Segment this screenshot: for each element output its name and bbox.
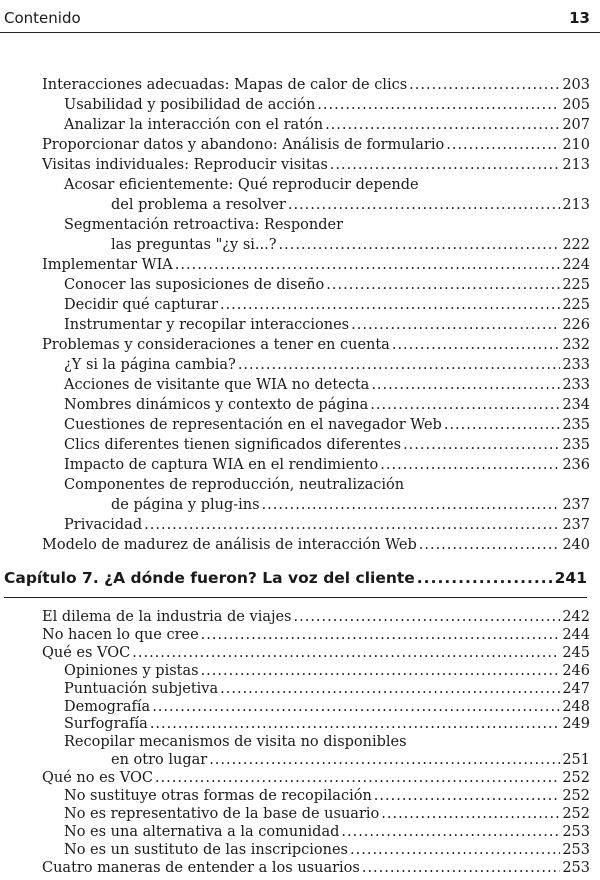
toc-entry-title: de página y plug-ins — [111, 497, 260, 513]
leader-dots — [419, 536, 561, 554]
toc-entry — [111, 751, 590, 769]
leader-dots — [279, 236, 561, 254]
toc-entry-title: Qué es VOC — [42, 644, 131, 661]
toc-entry-page: 234 — [562, 397, 590, 413]
toc-entry-title: Decidir qué capturar — [64, 297, 218, 313]
toc-entry-title: Modelo de madurez de análisis de interacción Web — [42, 537, 417, 553]
chapter-heading — [4, 569, 587, 587]
toc-entry-title: Conocer las suposiciones de diseño — [64, 277, 325, 293]
leader-dots — [444, 416, 560, 434]
toc-entry — [42, 626, 590, 644]
toc-entry — [42, 536, 590, 554]
leader-dots — [155, 769, 560, 787]
toc-entry-page: 249 — [562, 716, 590, 733]
leader-dots — [326, 276, 560, 294]
toc-entry-title: Implementar WIA — [42, 257, 173, 273]
toc-entry — [64, 316, 590, 334]
toc-entry-title: Surfografía — [64, 716, 148, 733]
toc-entry — [42, 136, 590, 154]
leader-dots — [201, 626, 561, 644]
toc-entry-page: 235 — [562, 437, 590, 453]
toc-entry-title: El dilema de la industria de viajes — [42, 609, 292, 625]
toc-entry-page: 245 — [562, 644, 590, 661]
chapter-page: 241 — [554, 569, 587, 587]
toc-entry — [64, 805, 590, 823]
toc-entry — [42, 769, 590, 787]
toc-entry-title: ¿Y si la página cambia? — [64, 357, 236, 373]
chapter-title: Capítulo 7. ¿A dónde fueron? La voz del cliente — [4, 569, 415, 587]
toc-entry-page: 224 — [562, 257, 590, 273]
toc-entry-page: 247 — [562, 680, 590, 697]
toc-entry — [42, 156, 590, 174]
toc-entry-title: Impacto de captura WIA en el rendimiento — [64, 457, 379, 473]
toc-entry-page: 213 — [562, 157, 590, 173]
toc-entry — [42, 644, 590, 662]
toc-entry-title: Analizar la interacción con el ratón — [64, 117, 324, 133]
toc-entry-title: Opiniones y pistas — [64, 662, 199, 679]
toc-entry-title: Acciones de visitante que WIA no detecta — [64, 377, 370, 393]
toc-entry — [64, 356, 590, 374]
toc-entry — [42, 256, 590, 274]
toc-entry-page: 203 — [562, 77, 590, 93]
toc-entry-page: 205 — [562, 97, 590, 113]
toc-entry-title: Interacciones adecuadas: Mapas de calor de clics — [42, 77, 408, 93]
leader-dots — [351, 316, 560, 334]
toc-entry-title: No sustituye otras formas de recopilación — [64, 788, 372, 804]
leader-dots — [330, 156, 561, 174]
toc-entry-page: 253 — [562, 859, 590, 876]
page-number: 13 — [569, 9, 590, 27]
toc-entry-page: 252 — [562, 788, 590, 804]
toc-entry — [64, 376, 590, 394]
toc-entry — [64, 116, 590, 134]
toc-entry-title: Nombres dinámicos y contexto de página — [64, 397, 369, 413]
toc-entry — [42, 336, 590, 354]
leader-dots — [220, 680, 560, 698]
toc-entry — [64, 516, 590, 534]
toc-entry — [64, 698, 590, 716]
leader-dots — [325, 116, 560, 134]
leader-dots — [341, 823, 560, 841]
running-header-title: Contenido — [4, 9, 81, 27]
toc-entry — [64, 787, 590, 805]
leader-dots — [288, 196, 560, 214]
toc-entry-page: 237 — [562, 497, 590, 513]
toc-entry-title: Instrumentar y recopilar interacciones — [64, 317, 350, 333]
toc-entry-page: 207 — [562, 117, 590, 133]
toc-entry-title: Usabilidad y posibilidad de acción — [64, 97, 316, 113]
toc-entry — [42, 608, 590, 626]
toc-entry-page: 252 — [562, 805, 590, 822]
leader-dots — [417, 569, 553, 587]
toc-entry-title: del problema a resolver — [111, 197, 286, 213]
leader-dots — [132, 644, 560, 662]
leader-dots — [381, 805, 560, 823]
toc-entry — [64, 276, 590, 294]
leader-dots — [262, 496, 561, 514]
toc-entry-page: 236 — [562, 457, 590, 473]
toc-entry-title: Visitas individuales: Reproducir visitas — [42, 157, 328, 173]
toc-entry-title: Demografía — [64, 698, 151, 715]
leader-dots — [175, 256, 561, 274]
toc-entry — [111, 196, 590, 214]
toc-entry-title-line: Recopilar mecanismos de visita no disponibles — [64, 734, 407, 751]
leader-dots — [370, 396, 560, 414]
leader-dots — [317, 96, 560, 114]
toc-entry-page: 253 — [562, 841, 590, 858]
leader-dots — [371, 376, 560, 394]
leader-dots — [350, 841, 560, 859]
toc-entry-title: No es una alternativa a la comunidad — [64, 823, 340, 840]
leader-dots — [409, 76, 560, 94]
toc-entry-title: las preguntas "¿y si...? — [111, 237, 277, 253]
toc-entry — [64, 416, 590, 434]
leader-dots — [392, 336, 560, 354]
toc-entry-page: 232 — [562, 337, 590, 353]
toc-entry-title-line: Componentes de reproducción, neutralización — [64, 477, 405, 493]
leader-dots — [150, 715, 561, 733]
leader-dots — [380, 456, 560, 474]
toc-entry-page: 213 — [562, 197, 590, 213]
toc-entry-page: 246 — [562, 662, 590, 679]
leader-dots — [201, 662, 561, 680]
toc-entry — [42, 859, 590, 877]
toc-entry-title-line: Segmentación retroactiva: Responder — [64, 217, 344, 233]
toc-entry-title: Puntuación subjetiva — [64, 680, 219, 697]
toc-entry-page: 244 — [562, 626, 590, 643]
toc-entry-title: Privacidad — [64, 517, 143, 533]
toc-entry — [42, 76, 590, 94]
toc-entry-title: No es un sustituto de las inscripciones — [64, 841, 349, 858]
leader-dots — [209, 751, 560, 769]
toc-entry-page: 226 — [562, 317, 590, 333]
toc-entry-page: 248 — [562, 698, 590, 715]
toc-entry-page: 251 — [562, 752, 590, 769]
leader-dots — [403, 436, 560, 454]
toc-entry — [64, 296, 590, 314]
chapter-divider — [4, 597, 587, 598]
toc-entry-title-line: Acosar eficientemente: Qué reproducir depende — [64, 177, 419, 193]
toc-entry-page: 242 — [562, 609, 590, 625]
toc-entry-page: 222 — [562, 237, 590, 253]
toc-entry-title: Proporcionar datos y abandono: Análisis de formulario — [42, 137, 445, 153]
toc-entry — [64, 823, 590, 841]
toc-entry-page: 253 — [562, 823, 590, 840]
toc-entry — [64, 456, 590, 474]
toc-entry — [64, 680, 590, 698]
toc-entry — [64, 662, 590, 680]
toc-entry-page: 237 — [562, 517, 590, 533]
toc-entry-title: Cuatro maneras de entender a los usuarios — [42, 859, 360, 876]
leader-dots — [220, 296, 560, 314]
toc-entry-page: 252 — [562, 770, 590, 787]
toc-entry-title: Cuestiones de representación en el navegador Web — [64, 417, 442, 433]
toc-entry-page: 235 — [562, 417, 590, 433]
leader-dots — [374, 787, 561, 805]
toc-entry-page: 233 — [562, 377, 590, 393]
leader-dots — [152, 698, 560, 716]
toc-entry-title: Problemas y consideraciones a tener en cuenta — [42, 337, 390, 353]
toc-entry — [64, 436, 590, 454]
toc-entry-title: Qué no es VOC — [42, 770, 153, 787]
toc-entry-title: Clics diferentes tienen significados diferentes — [64, 437, 402, 453]
toc-entry-title: No es representativo de la base de usuario — [64, 805, 380, 822]
toc-entry — [64, 396, 590, 414]
toc-entry — [64, 715, 590, 733]
toc-entry — [111, 236, 590, 254]
leader-dots — [294, 608, 561, 626]
toc-entry-page: 233 — [562, 357, 590, 373]
page-header — [0, 0, 600, 33]
toc-entry — [64, 96, 590, 114]
toc-entry-title: en otro lugar — [111, 752, 208, 769]
toc-entry-page: 240 — [562, 537, 590, 553]
toc-entry — [111, 496, 590, 514]
leader-dots — [238, 356, 560, 374]
leader-dots — [144, 516, 560, 534]
toc-entry — [64, 841, 590, 859]
leader-dots — [362, 859, 560, 877]
leader-dots — [446, 136, 560, 154]
toc-entry-page: 210 — [562, 137, 590, 153]
toc-entry-page: 225 — [562, 277, 590, 293]
toc-entry-title: No hacen lo que cree — [42, 626, 199, 643]
toc-entry-page: 225 — [562, 297, 590, 313]
